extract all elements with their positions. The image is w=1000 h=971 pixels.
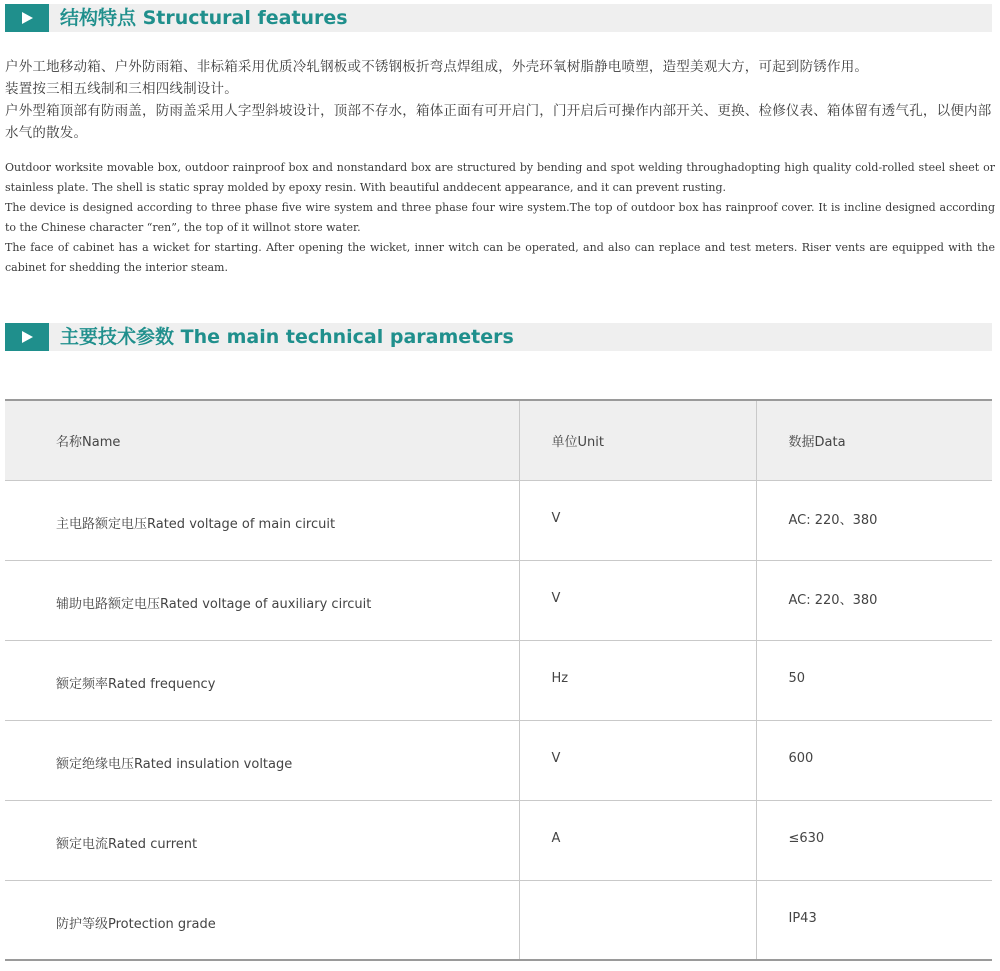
param-value: IP43 [756, 880, 992, 960]
table-row [5, 880, 992, 960]
cn-paragraph: 户外工地移动箱、户外防雨箱、非标箱采用优质冷轧钢板或不锈钢板折弯点焊组成，外壳环氧树脂静电喷塑，造型美观大方，可起到防锈作用。 [5, 59, 869, 75]
table-row [5, 800, 992, 880]
cn-paragraph: 装置按三相五线制和三相四线制设计。 [5, 81, 238, 97]
cn-paragraph: 户外型箱顶部有防雨盖，防雨盖采用人字型斜坡设计，顶部不存水，箱体正面有可开启门，门开启后可操作内部开关、更换、检修仪表、箱体留有透气孔，以便内部水气的散发。 [5, 103, 992, 141]
table-header-row [5, 400, 992, 480]
en-paragraph: The face of cabinet has a wicket for starting. After opening the wicket, inner witch can be operated, and also can replace and test meters. Riser vents are equipped with the cabinet for shedding the interior steam. [5, 241, 995, 274]
param-unit: V [519, 560, 756, 640]
chinese-description [5, 56, 995, 144]
param-name: 防护等级Protection grade [5, 880, 519, 960]
section-title: 主要技术参数 The main technical parameters [60, 326, 514, 348]
section-marker [5, 323, 49, 351]
param-value: AC: 220、380 [756, 480, 992, 560]
table-row [5, 480, 992, 560]
table-row [5, 560, 992, 640]
param-unit: A [519, 800, 756, 880]
param-unit: V [519, 480, 756, 560]
param-unit: Hz [519, 640, 756, 720]
section-marker [5, 4, 49, 32]
column-header-unit: 单位Unit [519, 400, 756, 480]
section-header-structural-features [5, 4, 992, 32]
table-row [5, 640, 992, 720]
section-header-technical-parameters [5, 323, 992, 351]
en-paragraph: The device is designed according to three phase five wire system and three phase four wire system.The top of outdoor box has rainproof cover. It is incline designed according to the Chinese character “ren”, the top of it willnot store water. [5, 201, 995, 234]
param-name: 额定电流Rated current [5, 800, 519, 880]
column-header-name: 名称Name [5, 400, 519, 480]
param-name: 额定绝缘电压Rated insulation voltage [5, 720, 519, 800]
param-name: 辅助电路额定电压Rated voltage of auxiliary circuit [5, 560, 519, 640]
en-paragraph: Outdoor worksite movable box, outdoor rainproof box and nonstandard box are structured by bending and spot welding throughadopting high quality cold-rolled steel sheet or stainless plate. The shell is static spray molded by epoxy resin. With beautiful anddecent appearance, and it can prevent rusting. [5, 161, 995, 194]
play-triangle-icon [22, 12, 33, 24]
table-row [5, 720, 992, 800]
param-value: 50 [756, 640, 992, 720]
section-title: 结构特点 Structural features [60, 7, 348, 29]
param-name: 额定频率Rated frequency [5, 640, 519, 720]
param-name: 主电路额定电压Rated voltage of main circuit [5, 480, 519, 560]
column-header-data: 数据Data [756, 400, 992, 480]
param-unit [519, 880, 756, 960]
english-description [5, 158, 995, 278]
play-triangle-icon [22, 331, 33, 343]
param-value: AC: 220、380 [756, 560, 992, 640]
param-value: ≤630 [756, 800, 992, 880]
technical-parameters-table [5, 399, 992, 961]
param-value: 600 [756, 720, 992, 800]
param-unit: V [519, 720, 756, 800]
